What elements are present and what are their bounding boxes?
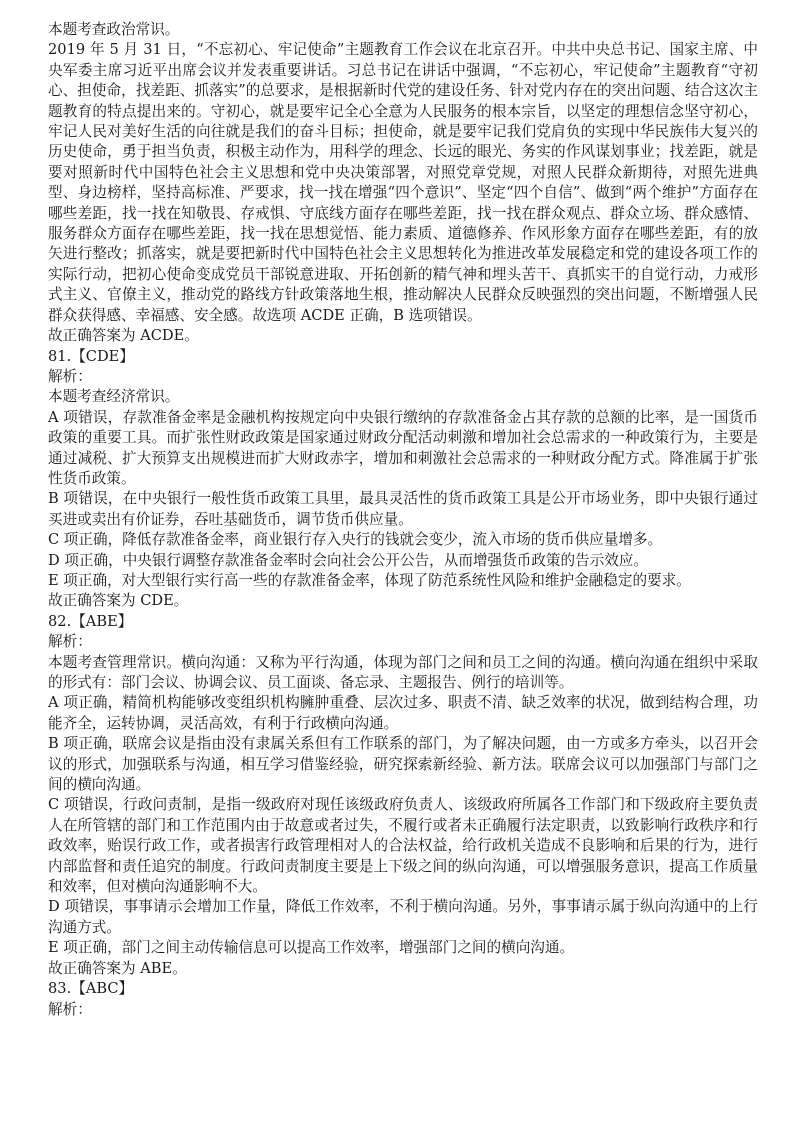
option-explanation: A 项错误，存款准备金率是金融机构按规定向中央银行缴纳的存款准备金占其存款的总额的比率，是一国货币政策的重要工具。而扩张性财政政策是国家通过财政分配活动刺激和增加社会总需求的一种政策行为，主要是通过减税、扩大预算支出规模进而扩大财政赤字，增加和刺激社会总需求的一种财政分配方式。降准属于扩张性货币政策。 xyxy=(48,408,758,487)
answer-line: 故正确答案为 ABE。 xyxy=(48,959,187,977)
option-explanation: E 项正确，对大型银行实行高一些的存款准备金率，体现了防范系统性风险和维护金融稳定的要求。 xyxy=(48,571,691,589)
analysis-label: 解析： xyxy=(48,633,92,651)
option-explanation: B 项正确，联席会议是指由没有隶属关系但有工作联系的部门，为了解决问题，由一方或多方牵头，以召开会议的形式，加强联系与沟通，相互学习借鉴经验，研究探索新经验、新方法。联席会议可以加强部门与部门之间的横向沟通。 xyxy=(48,735,758,794)
option-explanation: D 项正确，中央银行调整存款准备金率时会向社会公开公告，从而增强货币政策的告示效应。 xyxy=(48,551,649,569)
question-number: 81.【CDE】 xyxy=(48,347,134,365)
section-topic: 本题考查经济常识。 xyxy=(48,388,180,406)
analysis-label: 解析： xyxy=(48,1000,92,1018)
option-explanation: B 项错误，在中央银行一般性货币政策工具里，最具灵活性的货币政策工具是公开市场业务，即中央银行通过买进或卖出有价证券，吞吐基础货币，调节货币供应量。 xyxy=(48,490,758,528)
section-topic: 本题考查管理常识。横向沟通：又称为平行沟通，体现为部门之间和员工之间的沟通。横向沟通在组织中采取的形式有：部门会议、协调会议、员工面谈、备忘录、主题报告、例行的培训等。 xyxy=(48,653,758,691)
answer-line: 故正确答案为 ACDE。 xyxy=(48,327,199,345)
option-explanation: C 项正确，降低存款准备金率，商业银行存入央行的钱就会变少，流入市场的货币供应量增多。 xyxy=(48,531,663,549)
option-explanation: E 项正确，部门之间主动传输信息可以提高工作效率，增强部门之间的横向沟通。 xyxy=(48,939,575,957)
section-topic: 本题考查政治常识。 xyxy=(48,21,180,38)
analysis-label: 解析： xyxy=(48,367,92,385)
option-explanation: A 项正确，精简机构能够改变组织机构臃肿重叠、层次过多、职责不清、缺乏效率的状况，做到结构合理，功能齐全，运转协调，灵活高效，有利于行政横向沟通。 xyxy=(48,694,758,732)
option-explanation: C 项错误，行政问责制，是指一级政府对现任该级政府负责人、该级政府所属各工作部门和下级政府主要负责人在所管辖的部门和工作范围内由于故意或者过失，不履行或者未正确履行法定职责，以致影响行政秩序和行政效率，贻误行政工作，或者损害行政管理相对人的合法权益，给行政机关造成不良影响和后果的行为，进行内部监督和责任追究的制度。行政问责制度主要是上下级之间的纵向沟通，可以增强服务意识，提高工作质量和效率，但对横向沟通影响不大。 xyxy=(48,796,758,896)
explanation-paragraph: 2019 年 5 月 31 日，“不忘初心、牢记使命”主题教育工作会议在北京召开。中共中央总书记、国家主席、中央军委主席习近平出席会议并发表重要讲话。习总书记在讲话中强调，“不忘初心，牢记使命”主题教育“守初心、担使命，找差距、抓落实”的总要求，是根据新时代党的建设任务、针对党内存在的突出问题、结合这次主题教育的特点提出来的。守初心，就是要牢记全心全意为人民服务的根本宗旨，以坚定的理想信念坚守初心，牢记人民对美好生活的向往就是我们的奋斗目标；担使命，就是要牢记我们党肩负的实现中华民族伟大复兴的历史使命，勇于担当负责，积极主动作为，用科学的理念、长远的眼光、务实的作风谋划事业；找差距，就是要对照新时代中国特色社会主义思想和党中央决策部署，对照党章党规，对照人民群众新期待，对照先进典型、身边榜样，坚持高标准、严要求，找一找在增强“四个意识”、坚定“四个自信”、做到“两个维护”方面存在哪些差距，找一找在知敬畏、存戒惧、守底线方面存在哪些差距，找一找在群众观点、群众立场、群众感情、服务群众方面存在哪些差距，找一找在思想觉悟、能力素质、道德修养、作风形象方面存在哪些差距，有的放矢进行整改；抓落实，就是要把新时代中国特色社会主义思想转化为推进改革发展稳定和党的建设各项工作的实际行动，把初心使命变成党员干部锐意进取、开拓创新的精气神和埋头苦干、真抓实干的自觉行动，力戒形式主义、官僚主义，推动党的路线方针政策落地生根，推动解决人民群众反映强烈的突出问题，不断增强人民群众获得感、幸福感、安全感。故选项 ACDE 正确，B 选项错误。 xyxy=(48,41,758,324)
option-explanation: D 项错误，事事请示会增加工作量，降低工作效率，不利于横向沟通。另外，事事请示属于纵向沟通中的上行沟通方式。 xyxy=(48,898,758,936)
answer-line: 故正确答案为 CDE。 xyxy=(48,592,189,610)
question-number: 82.【ABE】 xyxy=(48,612,133,630)
question-number: 83.【ABC】 xyxy=(48,980,134,998)
